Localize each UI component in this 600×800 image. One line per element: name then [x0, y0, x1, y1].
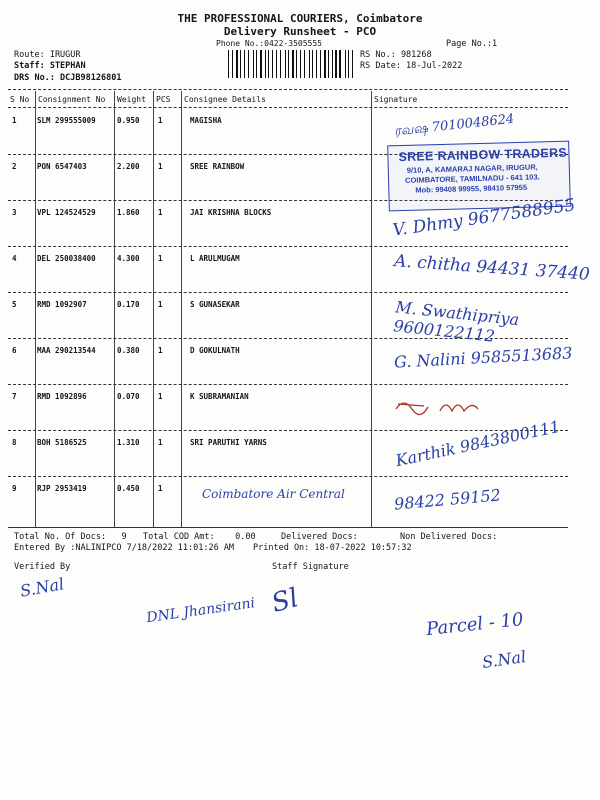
row-consignment: RMD 1092896 [37, 392, 87, 401]
total-cod: Total COD Amt: 0.00 [143, 532, 256, 542]
row-consignment: DEL 250038400 [37, 254, 96, 263]
row-weight: 0.950 [117, 116, 140, 125]
row-consignee: JAI KRISHNA BLOCKS [190, 208, 272, 217]
row-consignment: RJP 2953419 [37, 484, 87, 493]
col-consignee: Consignee Details [184, 95, 266, 104]
row-pcs: 1 [158, 484, 163, 493]
signature-row-6: G. Nalini 9585513683 [393, 343, 573, 372]
phone-number: Phone No.:0422-3505555 [216, 39, 322, 48]
printed-on: Printed On: 18-07-2022 10:57:32 [253, 543, 412, 553]
row-sno: 9 [12, 484, 17, 493]
company-name: THE PROFESSIONAL COURIERS, Coimbatore [177, 12, 423, 25]
verified-signature: S.Nal [18, 574, 66, 601]
staff-name: Staff: STEPHAN [14, 61, 86, 71]
col-weight: Weight [117, 95, 146, 104]
row-pcs: 1 [158, 208, 163, 217]
row-weight: 2.200 [117, 162, 140, 171]
col-signature: Signature [374, 95, 418, 104]
row-consignee: SREE RAINBOW [190, 162, 245, 171]
row-pcs: 1 [158, 162, 163, 171]
row-consignee: SRI PARUTHI YARNS [190, 438, 267, 447]
row-sno: 4 [12, 254, 17, 263]
signature-row-1: ரவஷ 7010048624 [393, 111, 515, 140]
row-weight: 0.070 [117, 392, 140, 401]
route: Route: IRUGUR [14, 50, 81, 60]
row-weight: 0.170 [117, 300, 140, 309]
row-consignee: MAGISHA [190, 116, 222, 125]
row-consignee: L ARULMUGAM [190, 254, 240, 263]
row-consignee: K SUBRAMANIAN [190, 392, 249, 401]
stamp-line-4: Mob: 99408 99955, 98410 57955 [415, 182, 528, 195]
row-sno: 2 [12, 162, 17, 171]
row-pcs: 1 [158, 438, 163, 447]
row-consignee: S GUNASEKAR [190, 300, 240, 309]
rs-number: RS No.: 981268 [360, 50, 432, 60]
note-row-9: Coimbatore Air Central [202, 487, 345, 501]
row-consignment: VPL 124524529 [37, 208, 96, 217]
signature-row-9: 98422 59152 [393, 485, 502, 514]
bottom-signature: S.Nal [480, 647, 528, 672]
runsheet-title: Delivery Runsheet - PCO [223, 25, 377, 38]
row-consignment: BOH 5186525 [37, 438, 87, 447]
col-sno: S No [10, 95, 30, 104]
row-sno: 3 [12, 208, 17, 217]
row-sno: 1 [12, 116, 17, 125]
row-weight: 0.450 [117, 484, 140, 493]
row-pcs: 1 [158, 300, 163, 309]
row-consignee: D GOKULNATH [190, 346, 240, 355]
staff-signature: Sl [268, 583, 302, 619]
non-delivered-docs: Non Delivered Docs: [400, 532, 498, 542]
barcode [228, 50, 356, 78]
col-consignment: Consignment No [38, 95, 106, 104]
drs-number: DRS No.: DCJB98126801 [14, 73, 122, 83]
row-sno: 7 [12, 392, 17, 401]
row-consignment: MAA 290213544 [37, 346, 96, 355]
entered-by: Entered By :NALINIPCO 7/18/2022 11:01:26 AM [14, 543, 235, 553]
rs-date: RS Date: 18-Jul-2022 [360, 61, 463, 71]
row-weight: 1.860 [117, 208, 140, 217]
row-pcs: 1 [158, 346, 163, 355]
delivered-docs: Delivered Docs: [281, 532, 358, 542]
row-weight: 4.300 [117, 254, 140, 263]
stamp-line-2: 9/10, A, KAMARAJ NAGAR, IRUGUR, [406, 162, 538, 175]
signature-row-8: Karthik 9843800111 [393, 416, 562, 471]
row-pcs: 1 [158, 254, 163, 263]
stamp-line-1: SREE RAINBOW TRADERS [398, 145, 568, 165]
staff-signature-label: Staff Signature [272, 562, 349, 572]
row-weight: 1.310 [117, 438, 140, 447]
signature-row-5: M. Swathipriya 9600122112 [392, 297, 521, 346]
stamp-line-3: COIMBATORE, TAMILNADU - 641 103. [404, 172, 540, 185]
verified-by-label: Verified By [14, 562, 71, 572]
signature-row-4: A. chitha 94431 37440 [393, 251, 591, 285]
center-note: DNL Jhansirani [145, 595, 257, 627]
row-pcs: 1 [158, 392, 163, 401]
crossed-out-signature-row-7 [394, 395, 514, 417]
page-number: Page No.:1 [446, 39, 498, 49]
parcel-note: Parcel - 10 [425, 608, 525, 641]
row-sno: 5 [12, 300, 17, 309]
row-sno: 8 [12, 438, 17, 447]
row-consignment: SLM 299555009 [37, 116, 96, 125]
row-weight: 0.380 [117, 346, 140, 355]
signature-row-3: V. Dhmy 9677588955 [391, 195, 577, 241]
row-consignment: RMD 1092907 [37, 300, 87, 309]
total-docs: Total No. Of Docs: 9 [14, 532, 127, 542]
col-pcs: PCS [156, 95, 171, 104]
row-sno: 6 [12, 346, 17, 355]
row-pcs: 1 [158, 116, 163, 125]
row-consignment: PON 6547403 [37, 162, 87, 171]
